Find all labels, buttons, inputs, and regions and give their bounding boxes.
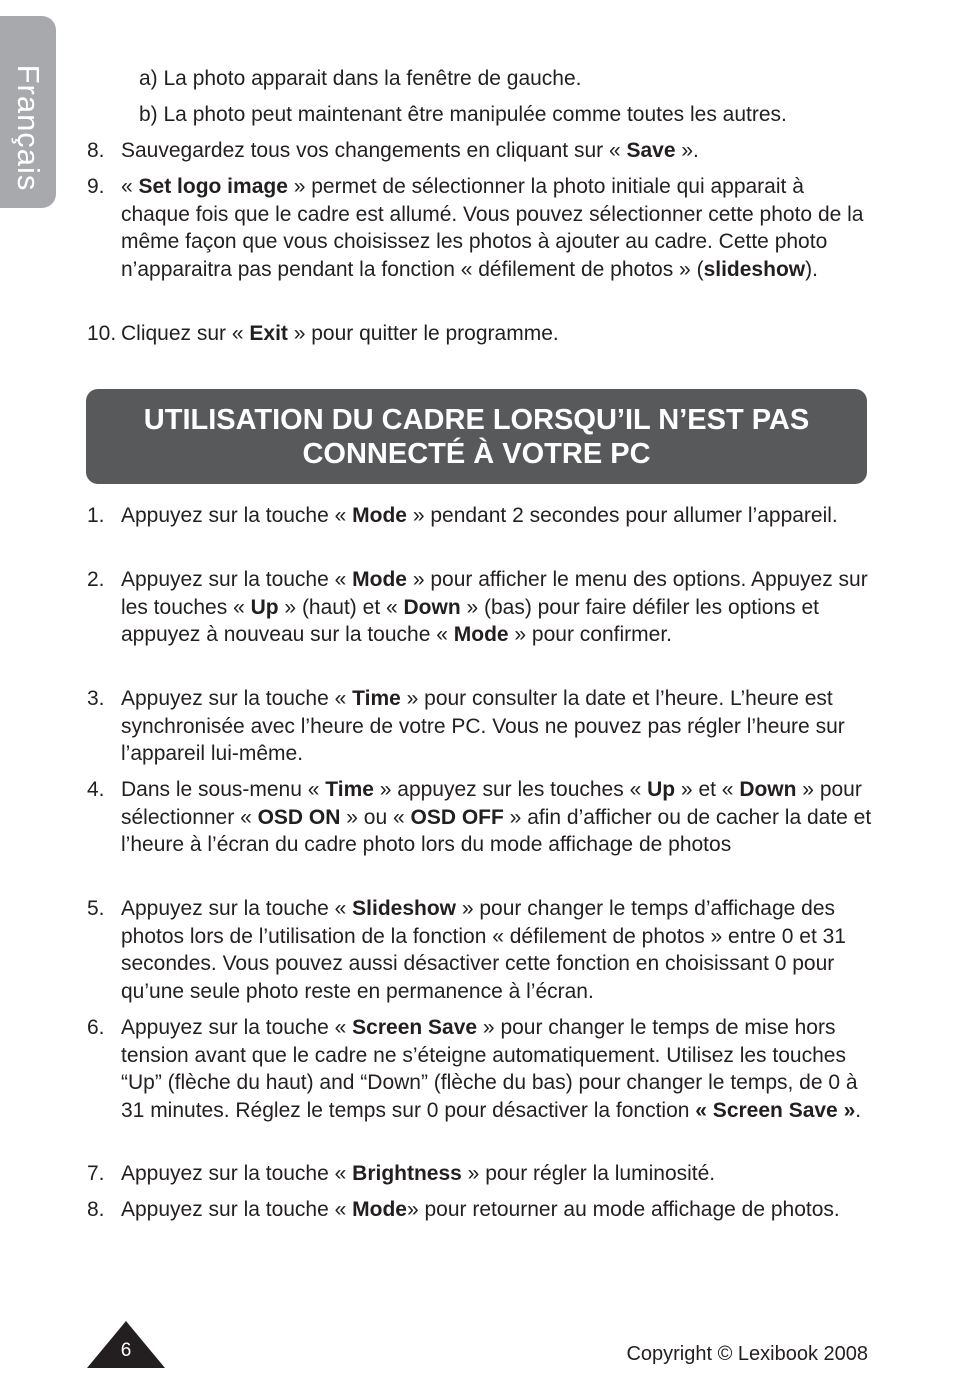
bold-keyword: Time [325, 778, 374, 801]
text-run: » pour consulter la date et l’heure. L’heure est synchronisée avec l’heure de votre PC. Vous ne pouvez pas régler l’heure sur l’appareil lui-même. [121, 687, 845, 765]
page-number: 6 [120, 1340, 132, 1361]
section-heading-line-1: UTILISATION DU CADRE LORSQU’IL N’EST PAS [143, 403, 810, 436]
language-tab-label: Français [11, 64, 46, 192]
bold-keyword: Time [352, 687, 401, 710]
bold-keyword: OSD OFF [410, 805, 504, 829]
text-run: Appuyez sur la touche « [121, 1016, 353, 1039]
instruction-item [87, 1014, 877, 1124]
text-run: Dans le sous-menu « [121, 778, 326, 801]
item-text [121, 320, 877, 348]
instruction-item [87, 1196, 877, 1224]
sub-step-b: b) La photo peut maintenant être manipulée comme toutes les autres. [139, 103, 787, 126]
section-heading-line-2: CONNECTÉ À VOTRE PC [302, 437, 651, 470]
bold-keyword: Slideshow [352, 897, 457, 920]
text-run: » ou « [340, 805, 411, 829]
text-run: » pour confirmer. [508, 623, 672, 646]
instruction-item [87, 895, 877, 1005]
item-number: 1. [87, 504, 105, 527]
item-number: 5. [87, 897, 105, 920]
text-run: » afin d’afficher ou de cacher la date et l’heure à l’écran du cadre photo lors du mode affichage de photos [121, 805, 872, 856]
text-run: » pendant 2 secondes pour allumer l’appareil. [406, 504, 838, 527]
text-run: Appuyez sur la touche « [121, 568, 353, 591]
text-run: Appuyez sur la touche « [121, 687, 353, 710]
text-run: Appuyez sur la touche « [121, 1198, 353, 1221]
item-text [121, 776, 877, 859]
text-run: » (bas) pour faire défiler les options et appuyez à nouveau sur la touche « [121, 595, 820, 646]
text-run: . [855, 1098, 862, 1122]
text-run: » appuyez sur les touches « [373, 778, 648, 801]
bold-keyword: Mode [453, 623, 509, 646]
bold-keyword: Mode [352, 568, 407, 591]
bold-keyword: Mode [352, 504, 407, 527]
item-number: 6. [87, 1016, 105, 1039]
item-text [121, 895, 877, 1005]
text-run: Appuyez sur la touche « [121, 897, 353, 920]
item-text [121, 1196, 877, 1224]
item-number: 8. [87, 139, 105, 162]
text-run: Sauvegardez tous vos changements en cliquant sur « [121, 139, 627, 162]
text-run: Appuyez sur la touche « [121, 1162, 353, 1185]
item-number: 4. [87, 778, 105, 801]
item-text [121, 1160, 877, 1188]
text-run: » pour changer le temps de mise hors tension avant que le cadre ne s’éteigne automatiquement. Utilisez les touches “Up” (flèche du haut) and “Down” (flèche du bas) pour changer le temps, de 0 à 31 minutes. Réglez le temps sur 0 pour désactiver la fonction [121, 1016, 858, 1122]
bold-keyword: slideshow [703, 257, 806, 281]
text-run: » permet de sélectionner la photo initiale qui apparait à chaque fois que le cadre est allumé. Vous pouvez sélectionner cette photo de la même façon que vous choisissez les photos à ajouter au cadre. Cette photo n’apparaitra pas pendant la fonction « défilement de photos » ( [121, 175, 864, 281]
instruction-item [87, 566, 877, 649]
bold-keyword: Set logo image [138, 175, 288, 198]
item-text [121, 1014, 877, 1124]
text-run: ». [675, 139, 699, 162]
item-text [121, 173, 877, 283]
sub-step-a: a) La photo apparait dans la fenêtre de gauche. [139, 67, 582, 90]
item-number: 9. [87, 175, 105, 198]
bold-keyword: Screen Save [352, 1016, 478, 1039]
instruction-item [87, 776, 877, 859]
item-text [121, 566, 877, 649]
text-run: » et « [675, 778, 740, 801]
bold-keyword: Mode [352, 1198, 407, 1221]
item-number: 7. [87, 1162, 105, 1185]
top-list-item [87, 137, 877, 165]
item-text [121, 137, 877, 165]
bold-keyword: Up [647, 778, 676, 801]
section-heading-banner [86, 389, 867, 484]
top-list-item [87, 173, 877, 283]
instruction-item [87, 1160, 877, 1188]
item-text [121, 685, 877, 768]
bold-keyword: « Screen Save » [695, 1098, 856, 1122]
bold-keyword: OSD ON [257, 805, 341, 829]
text-run: » pour sélectionner « [121, 778, 862, 829]
bold-keyword: Brightness [352, 1162, 462, 1185]
bold-keyword: Save [626, 139, 676, 162]
text-run: » pour quitter le programme. [287, 322, 559, 345]
item-number: 8. [87, 1198, 105, 1221]
bold-keyword: Down [403, 595, 461, 619]
text-run: Appuyez sur la touche « [121, 504, 353, 527]
item-number: 2. [87, 568, 105, 591]
bold-keyword: Down [739, 778, 797, 801]
item-text [121, 502, 877, 530]
text-run: » pour changer le temps d’affichage des photos lors de l’utilisation de la fonction « défilement de photos » entre 0 et 31 secondes. Vous pouvez aussi désactiver cette fonction en choisissant 0 pour qu’une seule photo reste en permanence à l’écran. [121, 897, 846, 1003]
text-run: Cliquez sur « [121, 322, 250, 345]
bold-keyword: Up [250, 595, 279, 619]
text-run: » pour régler la luminosité. [461, 1162, 716, 1185]
copyright-notice: Copyright © Lexibook 2008 [626, 1343, 868, 1365]
item-number: 10. [87, 322, 117, 345]
bold-keyword: Exit [249, 322, 288, 345]
text-run: « [121, 175, 139, 198]
top-list-item [87, 320, 877, 348]
item-number: 3. [87, 687, 105, 710]
instruction-item [87, 502, 877, 530]
text-run: » pour afficher le menu des options. Appuyez sur les touches « [121, 568, 868, 619]
language-tab [0, 16, 56, 208]
instruction-item [87, 685, 877, 768]
text-run: » pour retourner au mode affichage de photos. [406, 1198, 840, 1221]
text-run: ). [805, 257, 818, 281]
text-run: » (haut) et « [278, 595, 404, 619]
